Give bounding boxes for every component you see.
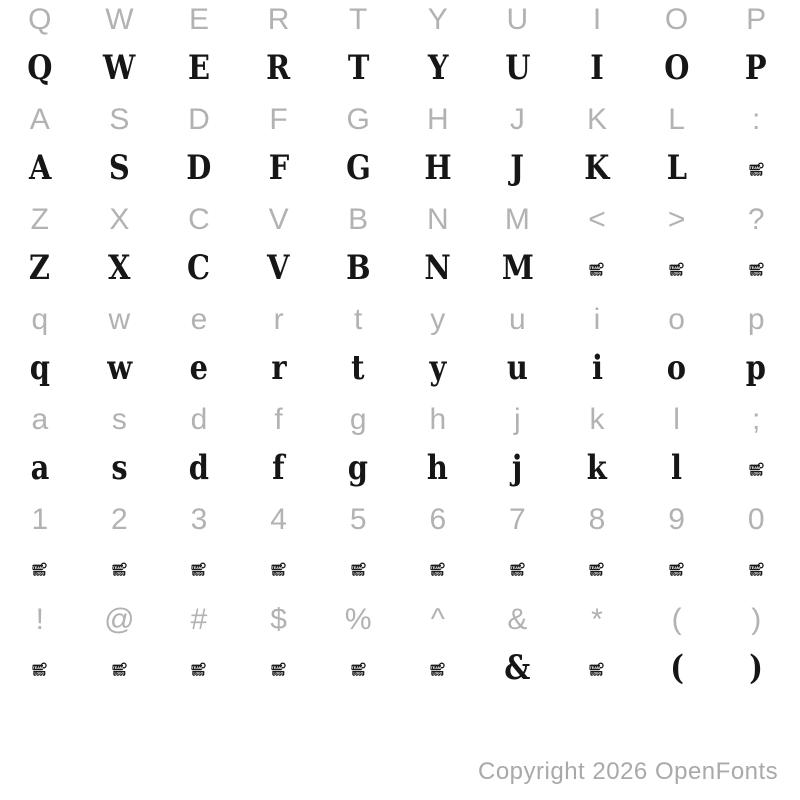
sample-glyph-cell: h xyxy=(427,448,449,488)
svg-text:TEAM: TEAM xyxy=(749,465,760,470)
reference-glyph-cell: K xyxy=(586,103,607,136)
reference-glyph-cell: T xyxy=(349,3,368,36)
svg-text:LOGO: LOGO xyxy=(671,571,682,576)
sample-glyph-cell: j xyxy=(512,448,523,488)
sample-glyph-cell: ) xyxy=(749,648,764,688)
svg-text:TEAM: TEAM xyxy=(112,565,123,570)
reference-glyph-cell: Z xyxy=(30,203,49,236)
reference-glyph-cell: 8 xyxy=(588,503,606,536)
reference-glyph-cell: V xyxy=(268,203,289,236)
team-logo-badge-icon xyxy=(749,462,764,479)
missing-glyph-cell xyxy=(239,551,319,585)
team-logo-badge-icon xyxy=(112,662,127,679)
sample-glyph-row xyxy=(0,648,796,688)
sample-glyph-cell: t xyxy=(351,348,365,388)
reference-glyph-cell: P xyxy=(746,3,767,36)
missing-glyph-cell xyxy=(637,551,717,585)
sample-glyph-cell: F xyxy=(268,148,289,188)
svg-text:LOGO: LOGO xyxy=(751,171,761,176)
sample-glyph-row xyxy=(0,551,796,585)
missing-glyph-cell xyxy=(80,651,160,685)
reference-glyph-cell: ) xyxy=(751,603,762,636)
team-logo-badge-icon xyxy=(191,562,206,579)
sample-glyph-cell: w xyxy=(106,348,132,388)
reference-glyph-cell: u xyxy=(509,303,526,336)
reference-glyph-cell: X xyxy=(109,203,130,236)
reference-glyph-cell: U xyxy=(506,3,529,36)
sample-glyph-cell: q xyxy=(29,348,50,388)
reference-glyph-cell: H xyxy=(426,103,449,136)
reference-glyph-cell: s xyxy=(111,403,127,436)
sample-glyph-cell: & xyxy=(504,648,531,688)
svg-text:TEAM: TEAM xyxy=(192,565,203,570)
reference-glyph-cell: E xyxy=(188,3,209,36)
team-logo-badge-icon xyxy=(271,662,286,679)
team-logo-badge-icon xyxy=(112,562,127,579)
svg-text:TEAM: TEAM xyxy=(669,565,681,570)
sample-glyph-row xyxy=(0,448,796,488)
svg-text:TEAM: TEAM xyxy=(430,665,442,670)
sample-glyph-cell: O xyxy=(664,48,690,88)
reference-glyph-cell: y xyxy=(430,303,446,336)
reference-glyph-cell: L xyxy=(668,103,685,136)
reference-glyph-row xyxy=(0,305,796,335)
sample-glyph-cell: T xyxy=(347,48,369,88)
sample-glyph-cell: I xyxy=(590,48,604,88)
svg-text:TEAM: TEAM xyxy=(271,665,283,670)
reference-glyph-cell: @ xyxy=(104,603,135,636)
missing-glyph-cell xyxy=(557,551,637,585)
reference-glyph-cell: ? xyxy=(747,203,765,236)
sample-glyph-cell: S xyxy=(108,148,130,188)
svg-text:TEAM: TEAM xyxy=(749,165,760,170)
reference-glyph-cell: 3 xyxy=(190,503,208,536)
reference-glyph-cell: 0 xyxy=(747,503,765,536)
reference-glyph-cell: 5 xyxy=(349,503,367,536)
team-logo-badge-icon xyxy=(589,662,604,679)
svg-text:TEAM: TEAM xyxy=(590,565,601,570)
sample-glyph-cell: J xyxy=(510,148,525,188)
sample-glyph-cell: H xyxy=(424,148,452,188)
svg-text:LOGO: LOGO xyxy=(353,671,363,676)
reference-glyph-cell: I xyxy=(592,3,602,36)
svg-text:LOGO: LOGO xyxy=(114,571,125,576)
team-logo-badge-icon xyxy=(351,562,366,579)
reference-glyph-cell: h xyxy=(429,403,447,436)
svg-text:LOGO: LOGO xyxy=(114,671,125,676)
reference-glyph-cell: > xyxy=(667,203,686,236)
team-logo-badge-icon xyxy=(589,562,604,579)
sample-glyph-cell: P xyxy=(745,48,768,88)
sample-glyph-cell: a xyxy=(30,448,50,488)
sample-glyph-cell: s xyxy=(111,448,128,488)
team-logo-badge-icon xyxy=(32,562,47,579)
sample-glyph-cell: C xyxy=(187,248,211,288)
reference-glyph-cell: g xyxy=(349,403,367,436)
sample-glyph-cell: A xyxy=(28,148,52,188)
missing-glyph-cell xyxy=(716,451,796,485)
sample-glyph-cell: e xyxy=(189,348,209,388)
reference-glyph-cell: M xyxy=(504,203,530,236)
reference-glyph-cell: q xyxy=(31,303,49,336)
svg-text:TEAM: TEAM xyxy=(430,565,442,570)
sample-glyph-cell: L xyxy=(666,148,687,188)
reference-glyph-cell: 2 xyxy=(111,503,128,536)
team-logo-badge-icon xyxy=(589,262,604,279)
missing-glyph-cell xyxy=(159,651,239,685)
missing-glyph-cell xyxy=(398,551,478,585)
reference-glyph-cell: S xyxy=(109,103,130,136)
svg-text:TEAM: TEAM xyxy=(32,665,44,670)
reference-glyph-cell: a xyxy=(31,403,49,436)
reference-glyph-row xyxy=(0,205,796,235)
reference-glyph-cell: 7 xyxy=(509,503,526,536)
sample-glyph-cell: U xyxy=(504,48,530,88)
reference-glyph-row xyxy=(0,605,796,635)
sample-glyph-cell: o xyxy=(666,348,687,388)
reference-glyph-cell: F xyxy=(269,103,288,136)
reference-glyph-row xyxy=(0,105,796,135)
reference-glyph-cell: l xyxy=(673,403,680,436)
sample-glyph-cell: g xyxy=(348,448,369,488)
svg-text:LOGO: LOGO xyxy=(273,671,284,676)
missing-glyph-cell xyxy=(318,651,398,685)
svg-text:LOGO: LOGO xyxy=(34,671,45,676)
svg-text:LOGO: LOGO xyxy=(353,571,363,576)
reference-glyph-cell: < xyxy=(588,203,606,236)
sample-glyph-cell: f xyxy=(272,448,285,488)
missing-glyph-cell xyxy=(398,651,478,685)
sample-glyph-row xyxy=(0,248,796,288)
svg-text:LOGO: LOGO xyxy=(591,571,602,576)
svg-text:TEAM: TEAM xyxy=(32,565,44,570)
missing-glyph-cell xyxy=(557,651,637,685)
sample-glyph-cell: i xyxy=(591,348,603,388)
sample-glyph-cell: l xyxy=(671,448,683,488)
reference-glyph-cell: ^ xyxy=(430,603,445,636)
sample-glyph-cell: p xyxy=(746,348,767,388)
sample-glyph-cell: B xyxy=(345,248,371,288)
missing-glyph-cell xyxy=(716,251,796,285)
reference-glyph-cell: Q xyxy=(28,3,52,36)
team-logo-badge-icon xyxy=(430,562,445,579)
team-logo-badge-icon xyxy=(430,662,445,679)
missing-glyph-cell xyxy=(239,651,319,685)
svg-text:TEAM: TEAM xyxy=(351,665,362,670)
svg-text:LOGO: LOGO xyxy=(751,471,761,476)
sample-glyph-cell: X xyxy=(108,248,131,288)
svg-text:LOGO: LOGO xyxy=(591,271,602,276)
sample-glyph-cell: Y xyxy=(427,48,449,88)
svg-text:LOGO: LOGO xyxy=(34,571,45,576)
svg-text:TEAM: TEAM xyxy=(192,665,203,670)
reference-glyph-cell: p xyxy=(747,303,765,336)
reference-glyph-cell: j xyxy=(514,403,521,436)
svg-text:TEAM: TEAM xyxy=(669,265,681,270)
reference-glyph-cell: Y xyxy=(427,3,448,36)
svg-text:TEAM: TEAM xyxy=(351,565,362,570)
reference-glyph-cell: : xyxy=(752,103,761,136)
reference-glyph-cell: J xyxy=(509,103,525,136)
reference-glyph-cell: k xyxy=(589,403,605,436)
reference-glyph-cell: D xyxy=(188,103,210,136)
team-logo-badge-icon xyxy=(510,562,525,579)
svg-text:LOGO: LOGO xyxy=(432,571,443,576)
reference-glyph-cell: B xyxy=(348,203,369,236)
svg-text:TEAM: TEAM xyxy=(112,665,123,670)
sample-glyph-cell: D xyxy=(186,148,212,188)
reference-glyph-row xyxy=(0,505,796,535)
svg-text:LOGO: LOGO xyxy=(273,571,284,576)
team-logo-badge-icon xyxy=(351,662,366,679)
sample-glyph-cell: k xyxy=(586,448,607,488)
team-logo-badge-icon xyxy=(191,662,206,679)
reference-glyph-cell: ! xyxy=(35,603,44,636)
missing-glyph-cell xyxy=(478,551,558,585)
reference-glyph-cell: A xyxy=(29,103,50,136)
svg-text:LOGO: LOGO xyxy=(432,671,443,676)
reference-glyph-cell: 9 xyxy=(668,503,685,536)
svg-text:TEAM: TEAM xyxy=(749,565,760,570)
sample-glyph-cell: V xyxy=(267,248,290,288)
team-logo-badge-icon xyxy=(749,262,764,279)
reference-glyph-cell: 6 xyxy=(429,503,447,536)
sample-glyph-cell: d xyxy=(188,448,210,488)
team-logo-badge-icon xyxy=(669,562,684,579)
sample-glyph-row xyxy=(0,348,796,388)
missing-glyph-cell xyxy=(80,551,160,585)
reference-glyph-row xyxy=(0,405,796,435)
sample-glyph-cell: K xyxy=(584,148,610,188)
missing-glyph-cell xyxy=(557,251,637,285)
sample-glyph-cell: Q xyxy=(27,48,53,88)
sample-glyph-cell: R xyxy=(266,48,291,88)
team-logo-badge-icon xyxy=(749,162,764,179)
team-logo-badge-icon xyxy=(271,562,286,579)
sample-glyph-cell: r xyxy=(270,348,287,388)
reference-glyph-cell: o xyxy=(668,303,685,336)
svg-text:TEAM: TEAM xyxy=(749,265,760,270)
svg-text:LOGO: LOGO xyxy=(751,571,761,576)
reference-glyph-cell: ; xyxy=(752,403,761,436)
copyright-text: Copyright 2026 OpenFonts xyxy=(478,758,779,785)
svg-text:LOGO: LOGO xyxy=(193,671,204,676)
sample-glyph-cell: Z xyxy=(29,248,51,288)
svg-text:LOGO: LOGO xyxy=(591,671,602,676)
missing-glyph-cell xyxy=(716,151,796,185)
reference-glyph-cell: w xyxy=(108,303,131,336)
reference-glyph-cell: O xyxy=(664,3,689,36)
missing-glyph-cell xyxy=(716,551,796,585)
reference-glyph-cell: e xyxy=(190,303,208,336)
sample-glyph-cell: G xyxy=(345,148,371,188)
sample-glyph-cell: y xyxy=(429,348,447,388)
svg-text:TEAM: TEAM xyxy=(510,565,521,570)
svg-text:LOGO: LOGO xyxy=(671,271,682,276)
missing-glyph-cell xyxy=(159,551,239,585)
reference-glyph-cell: R xyxy=(267,3,290,36)
reference-glyph-cell: ( xyxy=(671,603,682,636)
svg-text:LOGO: LOGO xyxy=(193,571,204,576)
reference-glyph-cell: * xyxy=(591,603,603,636)
sample-glyph-cell: N xyxy=(424,248,451,288)
missing-glyph-cell xyxy=(0,651,80,685)
sample-glyph-row xyxy=(0,148,796,188)
reference-glyph-cell: & xyxy=(507,603,528,636)
reference-glyph-cell: C xyxy=(188,203,210,236)
svg-text:TEAM: TEAM xyxy=(271,565,283,570)
missing-glyph-cell xyxy=(637,251,717,285)
reference-glyph-cell: G xyxy=(346,103,370,136)
team-logo-badge-icon xyxy=(32,662,47,679)
team-logo-badge-icon xyxy=(669,262,684,279)
sample-glyph-cell: M xyxy=(501,248,534,288)
svg-text:LOGO: LOGO xyxy=(512,571,523,576)
reference-glyph-row xyxy=(0,5,796,35)
reference-glyph-cell: % xyxy=(344,603,372,636)
reference-glyph-cell: $ xyxy=(270,603,287,636)
sample-glyph-row xyxy=(0,48,796,88)
reference-glyph-cell: 1 xyxy=(31,503,49,536)
reference-glyph-cell: N xyxy=(426,203,449,236)
sample-glyph-cell: u xyxy=(506,348,528,388)
missing-glyph-cell xyxy=(318,551,398,585)
missing-glyph-cell xyxy=(0,551,80,585)
sample-glyph-cell: ( xyxy=(669,648,684,688)
sample-glyph-cell: W xyxy=(103,48,136,88)
reference-glyph-cell: f xyxy=(274,403,283,436)
sample-glyph-cell: E xyxy=(187,48,211,88)
reference-glyph-cell: i xyxy=(593,303,601,336)
reference-glyph-cell: r xyxy=(273,303,284,336)
reference-glyph-cell: d xyxy=(190,403,208,436)
reference-glyph-cell: t xyxy=(354,303,363,336)
reference-glyph-cell: # xyxy=(190,603,208,636)
svg-text:TEAM: TEAM xyxy=(590,665,601,670)
svg-text:LOGO: LOGO xyxy=(751,271,761,276)
reference-glyph-cell: W xyxy=(105,3,134,36)
reference-glyph-cell: 4 xyxy=(270,503,287,536)
team-logo-badge-icon xyxy=(749,562,764,579)
svg-text:TEAM: TEAM xyxy=(590,265,601,270)
